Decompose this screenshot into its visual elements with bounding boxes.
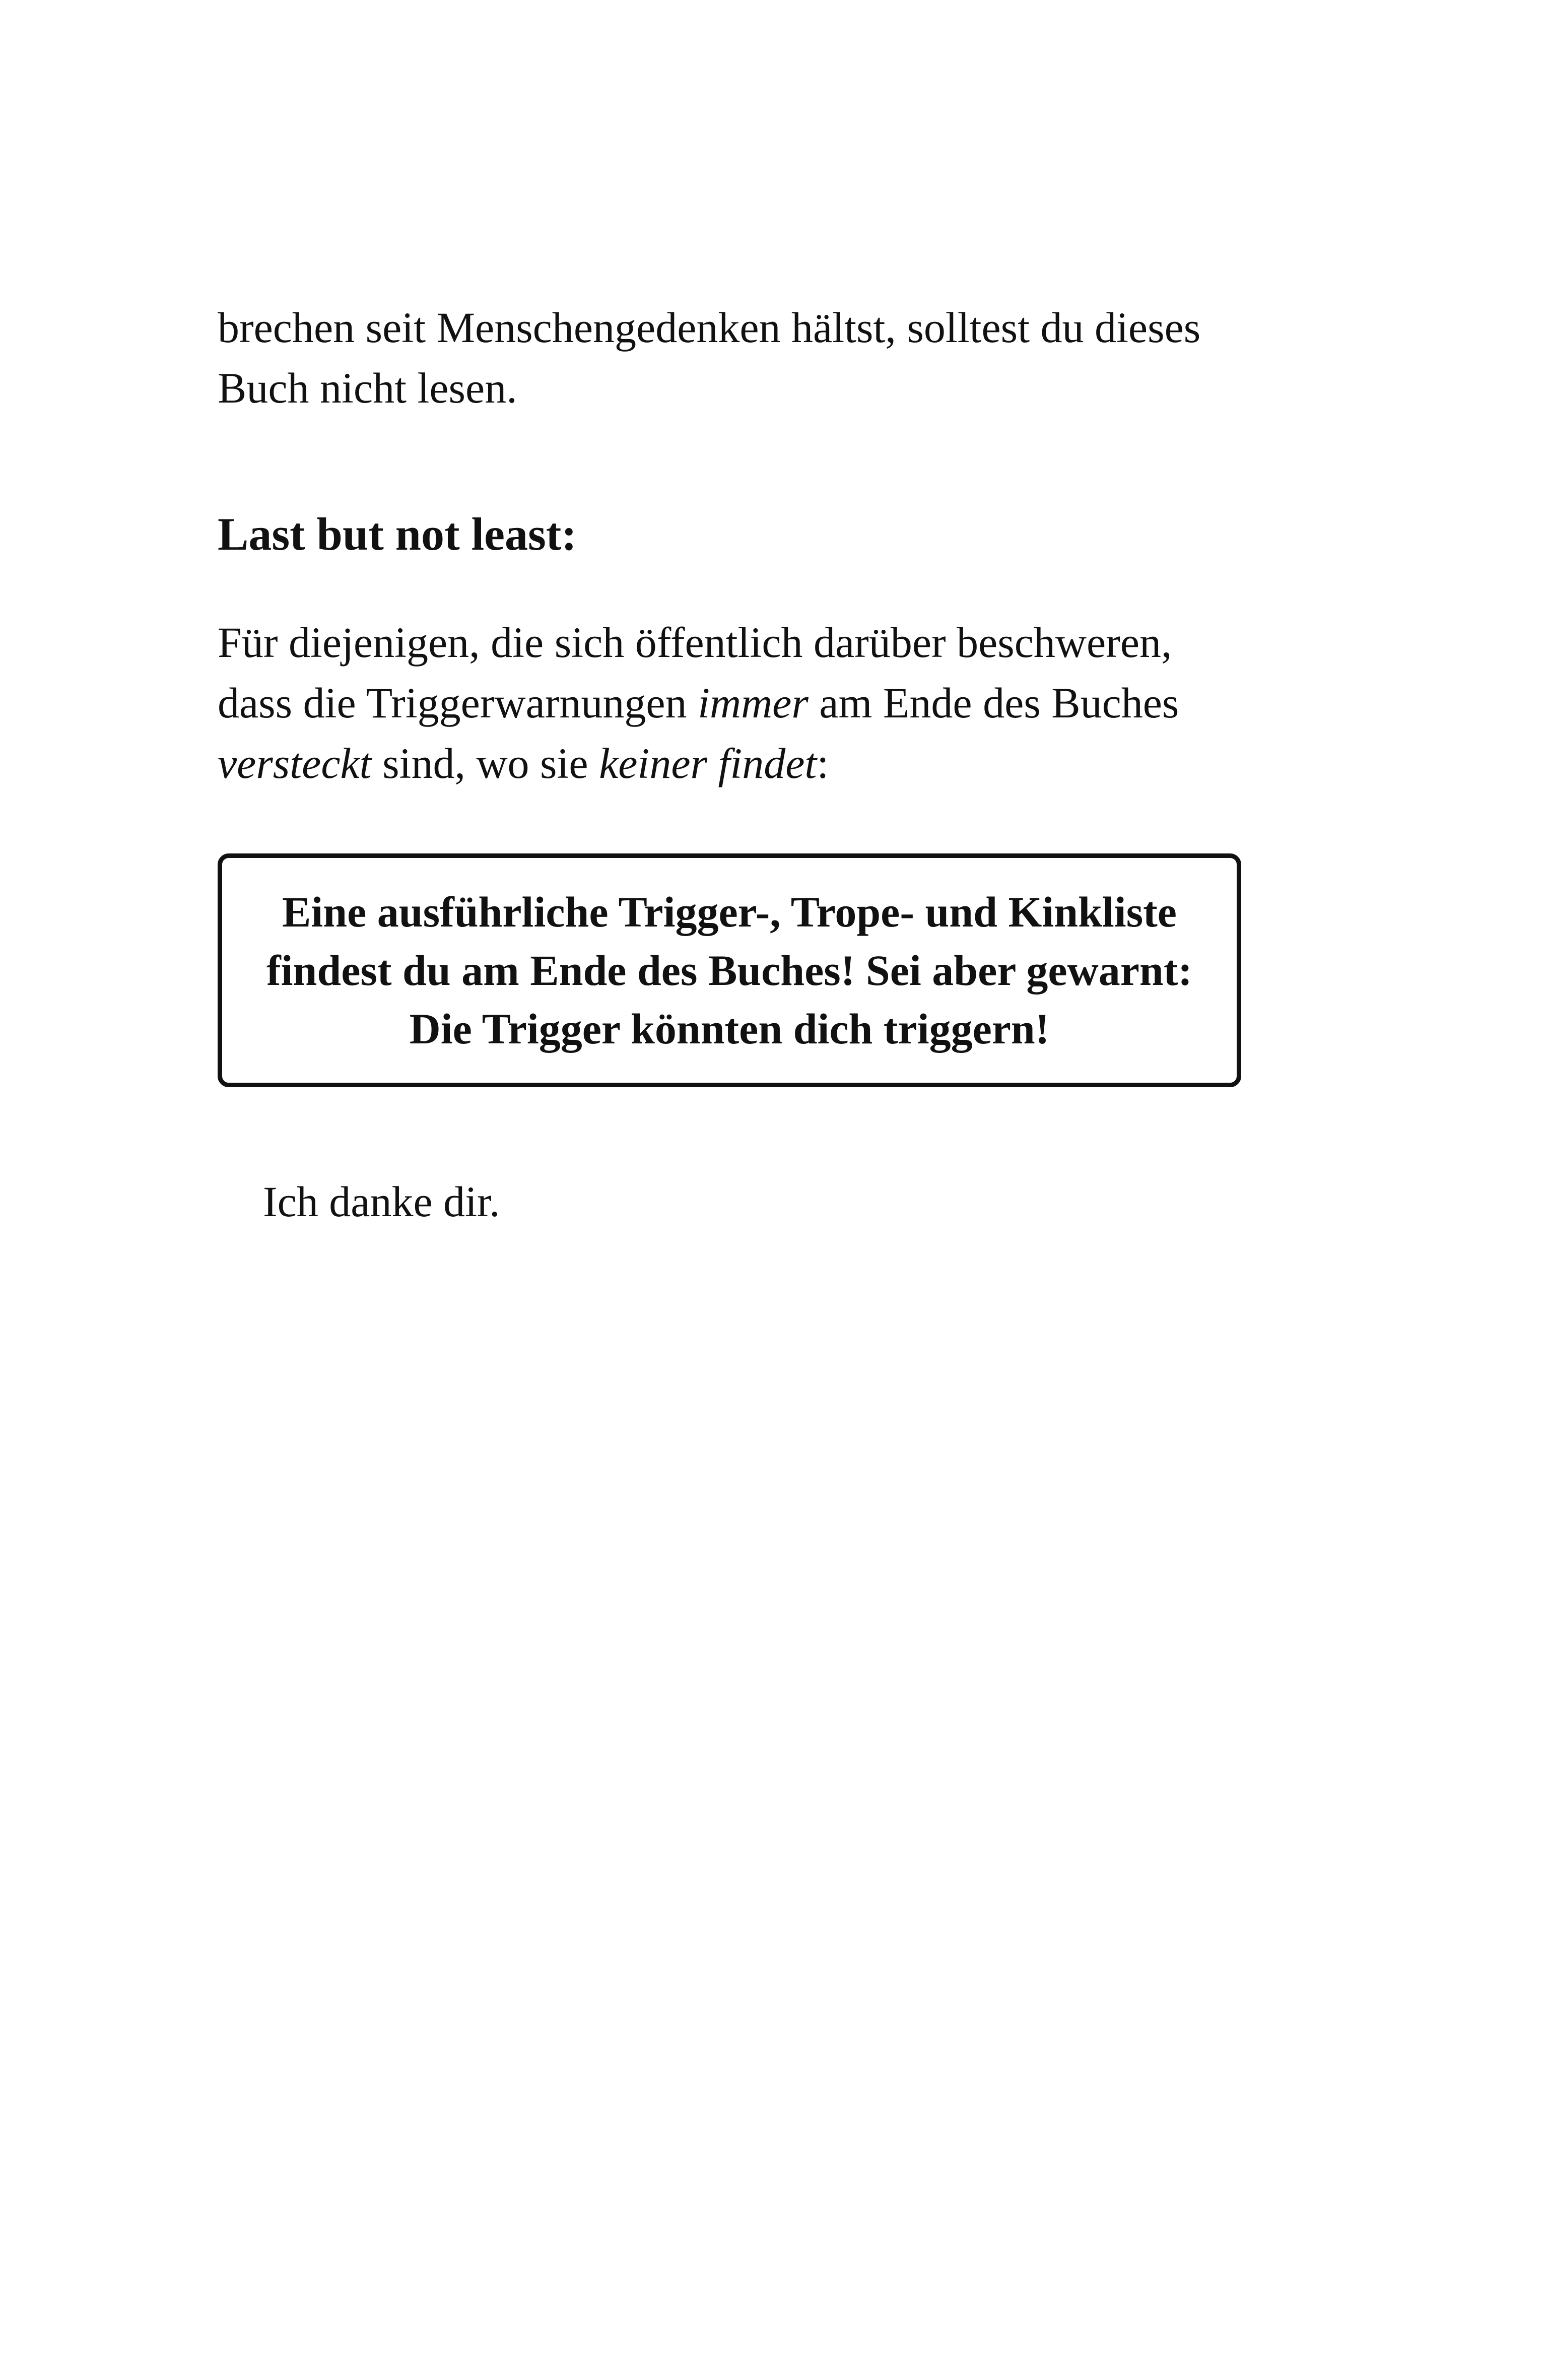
text-run: sind, wo sie (371, 739, 599, 787)
emphasis-text: versteckt (218, 739, 372, 787)
paragraph-line (218, 673, 1245, 733)
notice-line: Eine ausführliche Trigger-, Trope- und Kinkliste (282, 888, 1177, 936)
emphasis-text: keiner findet (599, 739, 817, 787)
section-heading: Last but not least: (218, 508, 577, 560)
paragraph-line: Buch nicht lesen. (218, 364, 517, 412)
emphasis-text: immer (698, 679, 809, 727)
paragraph-complaint (218, 612, 1245, 794)
paragraph-line: brechen seit Menschengedenken hältst, solltest du dieses (218, 303, 1201, 352)
trigger-notice-text (243, 883, 1216, 1058)
trigger-notice-box (218, 853, 1241, 1087)
text-run: dass die Triggerwarnungen (218, 679, 698, 727)
paragraph-line: Für diejenigen, die sich öffentlich darüber beschweren, (218, 618, 1172, 667)
notice-line: Die Trigger könnten dich triggern! (409, 1005, 1050, 1053)
paragraph-intro (218, 297, 1245, 418)
text-run: am Ende des Buches (808, 679, 1179, 727)
notice-line: findest du am Ende des Buches! Sei aber gewarnt: (266, 946, 1192, 995)
text-run: : (817, 739, 829, 787)
closing-line: Ich danke dir. (263, 1177, 500, 1226)
paragraph-line (218, 733, 1245, 794)
